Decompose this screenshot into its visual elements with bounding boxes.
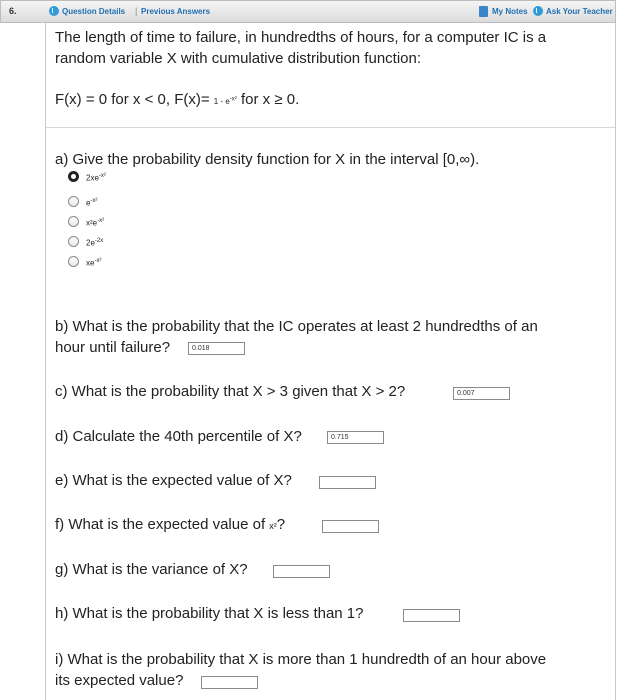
part-g-question: g) What is the variance of X? — [55, 561, 248, 578]
my-notes-icon[interactable] — [479, 6, 488, 17]
cdf-definition — [55, 91, 299, 108]
option-2-radio[interactable] — [68, 196, 79, 207]
part-f-variable: x² — [269, 521, 277, 531]
option-5-label: $xe^{-x^2}$ — [86, 258, 102, 268]
part-i-question-line1: i) What is the probability that X is more than 1 hundredth of an hour above — [55, 651, 547, 668]
previous-answers-link[interactable]: Previous Answers — [141, 7, 211, 16]
part-g-answer-input[interactable] — [273, 565, 330, 578]
cdf-expression: $1 - e^{-x^2}$ — [213, 96, 237, 106]
option-4-radio[interactable] — [68, 236, 79, 247]
part-d-answer-input[interactable]: 0.715 — [327, 431, 384, 444]
divider — [46, 127, 615, 128]
part-f-answer-input[interactable] — [322, 520, 379, 533]
ask-teacher-link[interactable]: Ask Your Teacher — [546, 7, 613, 16]
option-3-radio[interactable] — [68, 216, 79, 227]
my-notes-link[interactable]: My Notes — [492, 7, 528, 16]
part-i-question-line2: its expected value? — [55, 672, 184, 689]
question-details-icon[interactable] — [49, 6, 59, 16]
question-details-link[interactable]: Question Details — [62, 7, 126, 16]
cdf-right: for x ≥ 0. — [240, 91, 300, 108]
part-e-answer-input[interactable] — [319, 476, 376, 489]
part-h-answer-input[interactable] — [403, 609, 460, 622]
part-f-question: f) What is the expected value of x²? — [55, 516, 286, 533]
problem-intro-line1: The length of time to failure, in hundredths of hours, for a computer IC is a — [55, 29, 547, 46]
part-d-question: d) Calculate the 40th percentile of X? — [55, 428, 302, 445]
part-e-question: e) What is the expected value of X? — [55, 472, 292, 489]
cdf-left: F(x) = 0 for x < 0, F(x)= — [55, 91, 210, 108]
option-5-radio[interactable] — [68, 256, 79, 267]
option-2-label: $e^{-x^2}$ — [86, 198, 98, 208]
ask-teacher-icon[interactable] — [533, 6, 543, 16]
question-content-panel — [45, 23, 616, 700]
option-3-label: $x^2e^{-x^2}$ — [86, 218, 105, 228]
part-a-question: a) Give the probability density function for X in the interval [0,∞). — [55, 151, 480, 168]
part-b-answer-input[interactable]: 0.018 — [188, 342, 245, 355]
header-separator: | — [135, 6, 138, 16]
part-c-answer-input[interactable]: 0.007 — [453, 387, 510, 400]
option-1-label: $2xe^{-x^2}$ — [86, 173, 106, 183]
option-4-label: $2e^{-2x}$ — [86, 238, 104, 248]
option-1-radio[interactable] — [68, 171, 79, 182]
part-c-question: c) What is the probability that X > 3 given that X > 2? — [55, 383, 406, 400]
part-b-question-line1: b) What is the probability that the IC operates at least 2 hundredths of an — [55, 318, 538, 335]
part-b-question-line2: hour until failure? — [55, 339, 171, 356]
question-number: 6. — [9, 6, 17, 16]
question-header-bar — [0, 0, 616, 23]
problem-intro-line2: random variable X with cumulative distribution function: — [55, 50, 422, 67]
part-h-question: h) What is the probability that X is less than 1? — [55, 605, 364, 622]
part-i-answer-input[interactable] — [201, 676, 258, 689]
